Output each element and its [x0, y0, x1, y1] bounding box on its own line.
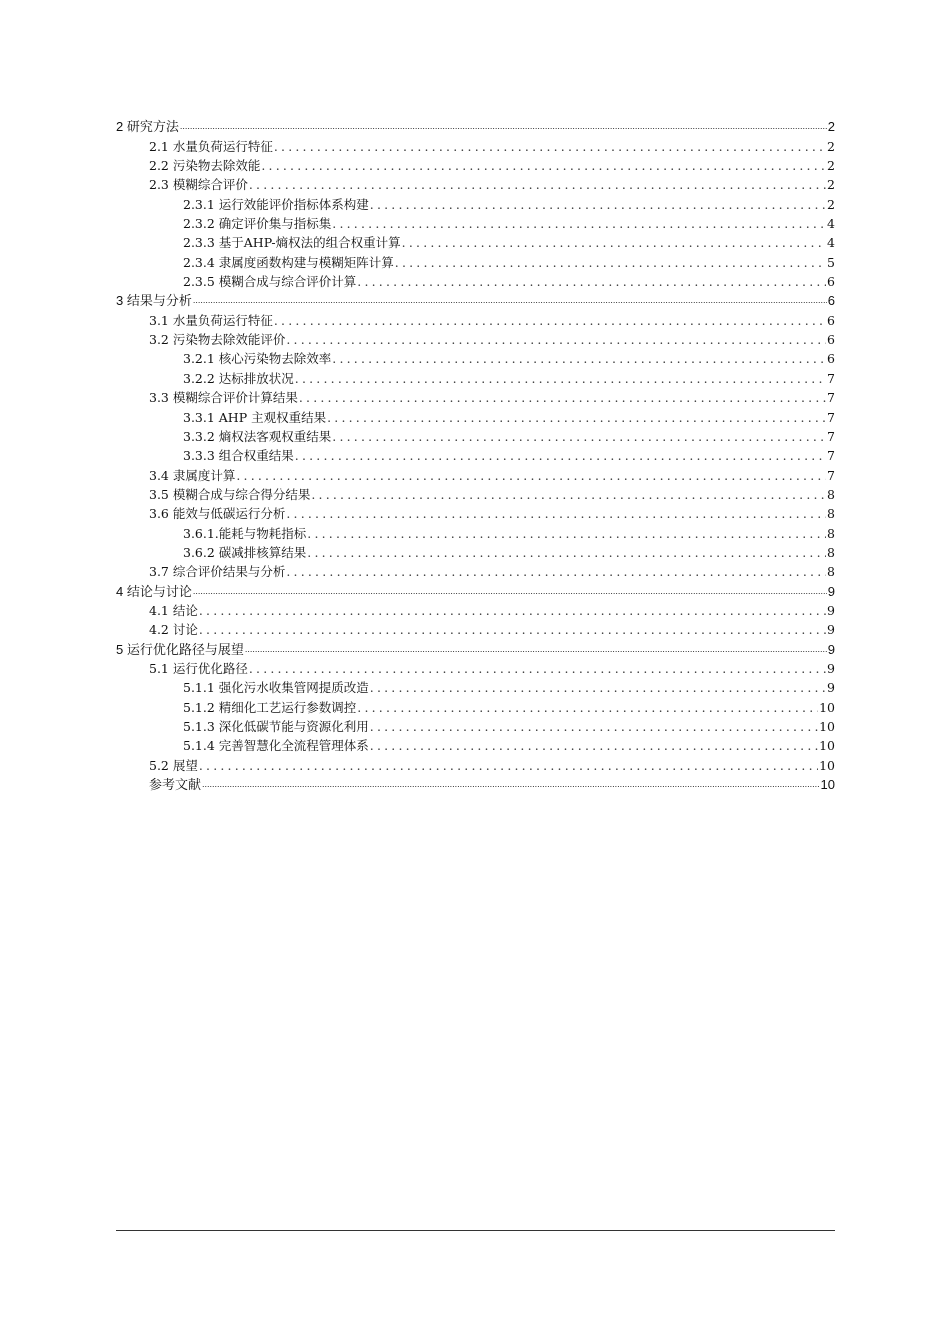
toc-entry[interactable]: [116, 368, 835, 387]
toc-entry[interactable]: [116, 504, 835, 523]
toc-entry[interactable]: [116, 330, 835, 349]
toc-entry-title: 3.2 污染物去除效能评价: [149, 332, 286, 348]
dot-leader: [332, 349, 826, 368]
toc-entry-page-number: 8: [827, 544, 835, 560]
toc-entry-title: 3.2.2 达标排放状况: [183, 370, 294, 386]
toc-entry[interactable]: [116, 291, 835, 310]
dot-leader: [199, 620, 826, 639]
toc-entry-page-number: 9: [827, 641, 835, 657]
dot-leader: [402, 233, 826, 252]
dot-leader: [286, 330, 826, 349]
dot-leader: [295, 369, 826, 388]
toc-entry-title: 3.3.2 熵权法客观权重结果: [183, 428, 332, 444]
dot-leader: [249, 659, 826, 678]
dot-leader: [332, 427, 826, 446]
toc-entry-page-number: 8: [827, 486, 835, 502]
toc-entry[interactable]: [116, 407, 835, 426]
toc-entry[interactable]: [116, 697, 835, 716]
toc-entry[interactable]: [116, 562, 835, 581]
toc-entry-page-number: 2: [827, 158, 835, 174]
toc-entry-page-number: 9: [827, 622, 835, 638]
dot-leader: [307, 524, 826, 543]
table-of-contents: [116, 117, 835, 794]
toc-entry[interactable]: [116, 601, 835, 620]
toc-entry[interactable]: [116, 272, 835, 291]
toc-entry-title: 5.1 运行优化路径: [149, 660, 248, 676]
toc-entry-page-number: 4: [827, 235, 835, 251]
toc-entry-title: 2.1 水量负荷运行特征: [149, 138, 273, 154]
dot-leader: [286, 504, 826, 523]
dot-leader: [180, 117, 827, 136]
dot-leader: [193, 291, 827, 310]
toc-entry-title: 4 结论与讨论: [116, 583, 192, 599]
dot-leader: [249, 175, 826, 194]
dot-leader: [286, 562, 826, 581]
toc-entry-page-number: 2: [827, 138, 835, 154]
toc-entry-page-number: 2: [827, 196, 835, 212]
dot-leader: [274, 137, 826, 156]
dot-leader: [295, 446, 826, 465]
toc-entry-title: 3.6 能效与低碳运行分析: [149, 506, 286, 522]
dot-leader: [311, 485, 826, 504]
toc-entry-title: 5.1.2 精细化工艺运行参数调控: [183, 699, 357, 715]
dot-leader: [357, 698, 818, 717]
toc-entry[interactable]: [116, 349, 835, 368]
dot-leader: [370, 717, 818, 736]
toc-entry[interactable]: [116, 175, 835, 194]
toc-entry[interactable]: [116, 543, 835, 562]
toc-entry[interactable]: [116, 156, 835, 175]
toc-entry[interactable]: [116, 194, 835, 213]
dot-leader: [299, 388, 826, 407]
footer-rule: [116, 1230, 835, 1231]
toc-entry-page-number: 9: [827, 680, 835, 696]
dot-leader: [370, 736, 818, 755]
toc-entry[interactable]: [116, 736, 835, 755]
toc-entry-title: 5.1.1 强化污水收集管网提质改造: [183, 680, 369, 696]
dot-leader: [193, 582, 827, 601]
toc-entry-title: 2.3.5 模糊合成与综合评价计算: [183, 274, 357, 290]
toc-entry-title: 2.3.3 基于AHP-熵权法的组合权重计算: [183, 235, 401, 251]
dot-leader: [274, 311, 826, 330]
toc-entry-page-number: 10: [819, 757, 835, 773]
toc-entry-title: 3.5 模糊合成与综合得分结果: [149, 486, 311, 502]
dot-leader: [199, 756, 818, 775]
toc-entry-title: 参考文献: [149, 777, 202, 793]
toc-entry[interactable]: [116, 485, 835, 504]
toc-entry-page-number: 7: [827, 370, 835, 386]
toc-entry-page-number: 2: [827, 119, 835, 135]
toc-entry-page-number: 7: [827, 409, 835, 425]
toc-entry-page-number: 10: [819, 738, 835, 754]
toc-entry-title: 2.3.1 运行效能评价指标体系构建: [183, 196, 369, 212]
toc-entry-page-number: 8: [827, 506, 835, 522]
dot-leader: [370, 678, 826, 697]
toc-entry-title: 3.6.2 碳减排核算结果: [183, 544, 307, 560]
toc-entry[interactable]: [116, 465, 835, 484]
toc-entry-title: 2.2 污染物去除效能: [149, 158, 261, 174]
toc-entry-title: 3.3.3 组合权重结果: [183, 448, 294, 464]
toc-entry-title: 3.3 模糊综合评价计算结果: [149, 390, 298, 406]
toc-entry-title: 2.3.2 确定评价集与指标集: [183, 216, 332, 232]
toc-entry[interactable]: [116, 523, 835, 542]
toc-entry[interactable]: [116, 717, 835, 736]
toc-entry-title: 4.1 结论: [149, 602, 198, 618]
dot-leader: [199, 601, 826, 620]
toc-entry-page-number: 6: [827, 332, 835, 348]
toc-entry[interactable]: [116, 446, 835, 465]
toc-entry-page-number: 9: [827, 602, 835, 618]
dot-leader: [332, 214, 826, 233]
toc-entry[interactable]: [116, 620, 835, 639]
dot-leader: [327, 408, 826, 427]
toc-entry-title: 2.3 模糊综合评价: [149, 177, 248, 193]
toc-entry-page-number: 9: [827, 583, 835, 599]
toc-entry-title: 5.1.4 完善智慧化全流程管理体系: [183, 738, 369, 754]
toc-entry-page-number: 6: [827, 351, 835, 367]
dot-leader: [236, 466, 826, 485]
toc-entry[interactable]: [116, 252, 835, 271]
toc-entry[interactable]: [116, 775, 835, 794]
toc-entry-title: 4.2 讨论: [149, 622, 198, 638]
dot-leader: [202, 775, 820, 794]
toc-entry-page-number: 10: [819, 719, 835, 734]
toc-entry-title: 3 结果与分析: [116, 293, 192, 309]
toc-entry[interactable]: [116, 233, 835, 252]
toc-entry-page-number: 5: [827, 254, 835, 270]
toc-entry-page-number: 2: [827, 177, 835, 193]
toc-entry-title: 3.1 水量负荷运行特征: [149, 312, 273, 328]
toc-entry-title: 5.1.3 深化低碳节能与资源化利用: [183, 719, 369, 734]
toc-entry-title: 3.3.1 AHP 主观权重结果: [183, 409, 327, 425]
toc-entry-page-number: 10: [819, 699, 835, 715]
toc-entry[interactable]: [116, 310, 835, 329]
toc-entry-title: 3.6.1.能耗与物耗指标: [183, 525, 307, 541]
toc-entry[interactable]: [116, 136, 835, 155]
dot-leader: [395, 253, 826, 272]
toc-entry[interactable]: [116, 581, 835, 600]
toc-entry-title: 3.7 综合评价结果与分析: [149, 564, 286, 580]
toc-entry-page-number: 8: [827, 525, 835, 541]
toc-entry[interactable]: [116, 117, 835, 136]
dot-leader: [245, 640, 827, 659]
toc-entry-title: 2.3.4 隶属度函数构建与模糊矩阵计算: [183, 254, 394, 270]
toc-entry[interactable]: [116, 388, 835, 407]
toc-entry-page-number: 9: [827, 660, 835, 676]
toc-entry[interactable]: [116, 678, 835, 697]
toc-entry-title: 5.2 展望: [149, 757, 198, 773]
dot-leader: [370, 195, 826, 214]
dot-leader: [307, 543, 826, 562]
toc-entry[interactable]: [116, 639, 835, 658]
toc-entry-page-number: 7: [827, 467, 835, 483]
toc-entry-page-number: 8: [827, 564, 835, 580]
toc-entry[interactable]: [116, 755, 835, 774]
toc-entry-title: 2 研究方法: [116, 119, 179, 135]
toc-entry-page-number: 6: [827, 293, 835, 309]
toc-entry-page-number: 6: [827, 312, 835, 328]
toc-entry[interactable]: [116, 427, 835, 446]
toc-entry[interactable]: [116, 659, 835, 678]
dot-leader: [357, 272, 826, 291]
toc-entry[interactable]: [116, 214, 835, 233]
toc-entry-page-number: 6: [827, 274, 835, 290]
toc-entry-title: 3.2.1 核心污染物去除效率: [183, 351, 332, 367]
toc-entry-page-number: 4: [827, 216, 835, 232]
toc-entry-title: 3.4 隶属度计算: [149, 467, 236, 483]
toc-entry-page-number: 7: [827, 428, 835, 444]
toc-entry-page-number: 7: [827, 390, 835, 406]
toc-entry-page-number: 7: [827, 448, 835, 464]
toc-entry-page-number: 10: [820, 777, 835, 793]
toc-entry-title: 5 运行优化路径与展望: [116, 641, 244, 657]
dot-leader: [261, 156, 826, 175]
